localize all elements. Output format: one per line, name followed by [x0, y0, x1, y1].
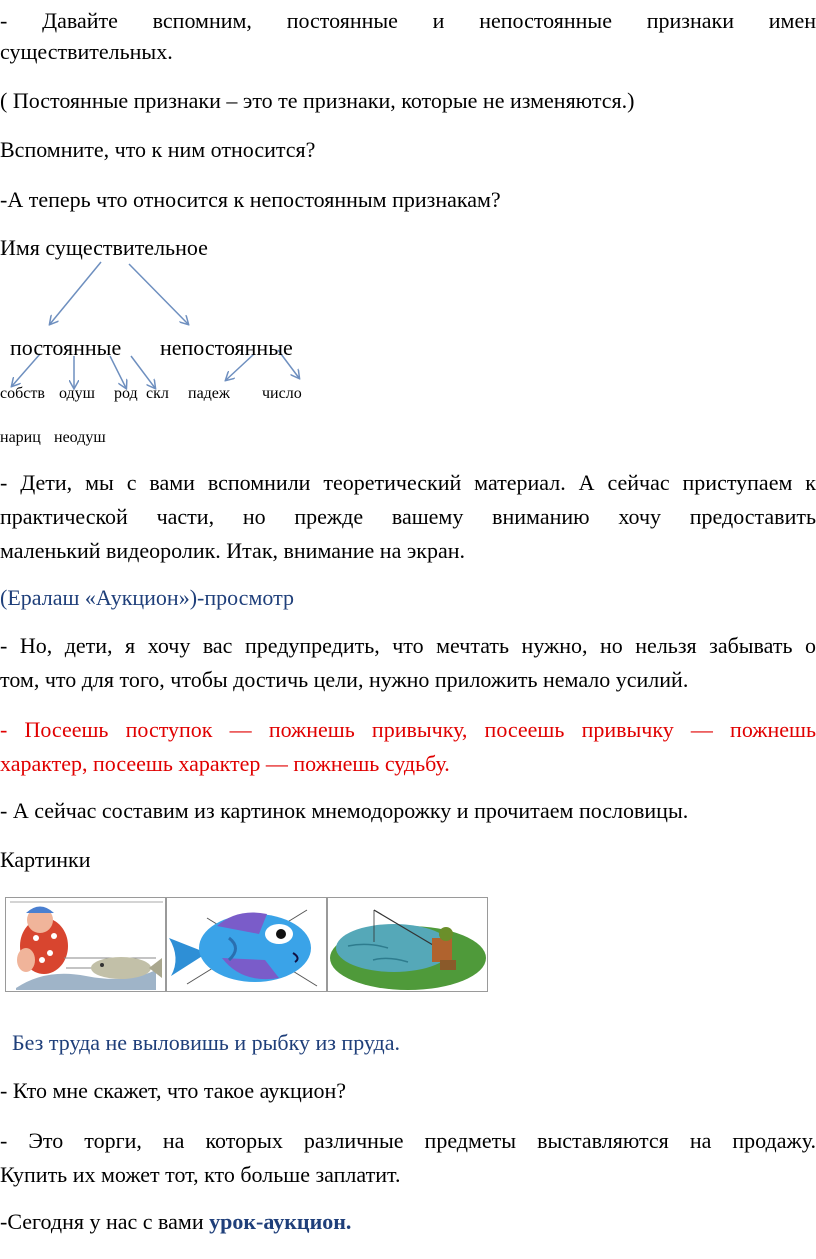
paragraph-4: - Кто мне скажет, что такое аукцион? [0, 1078, 347, 1103]
quote-line-1: - Посеешь поступок — пожнешь привычку, посеешь привычку — пожнешь [0, 717, 816, 742]
quote-line-2: характер, посеешь характер — пожнешь судьбу. [0, 751, 450, 776]
leaf-narits: нариц [0, 429, 41, 446]
leaf-odush: одуш [59, 385, 95, 402]
paragraph-1-line-1: - Дети, мы с вами вспомнили теоретический материал. А сейчас приступаем к [0, 470, 816, 495]
paragraph-6-prefix: -Сегодня у нас с вами [0, 1209, 210, 1234]
paragraph-3: - А сейчас составим из картинок мнемодорожку и прочитаем пословицы. [0, 798, 689, 823]
leaf-rod: род [114, 385, 138, 402]
tree-left-node: постоянные [10, 335, 122, 360]
paragraph-2-line-1: - Но, дети, я хочу вас предупредить, что мечтать нужно, но нельзя забывать о [0, 633, 816, 658]
arrow-root-left [50, 262, 101, 324]
paragraph-1-line-2: практической части, но прежде вашему вниманию хочу предоставить [0, 504, 816, 529]
leaf-padezh: падеж [188, 385, 230, 402]
paragraph-1-line-3: маленький видеоролик. Итак, внимание на экран. [0, 538, 465, 563]
question-constant: Вспомните, что к ним относится? [0, 137, 316, 162]
proverb-text: Без труда не выловишь и рыбку из пруда. [12, 1030, 400, 1055]
arrow-root-right [129, 264, 188, 324]
blue-fish-picture [166, 897, 327, 992]
paragraph-6 [0, 1208, 351, 1236]
paragraph-5-line-1: - Это торги, на которых различные предметы выставляются на продажу. [0, 1128, 816, 1153]
intro-line-2: существительных. [0, 39, 173, 64]
paragraph-5-line-2: Купить их может тот, кто больше заплатит. [0, 1162, 401, 1187]
paragraph-2-line-2: том, что для того, чтобы достичь цели, нужно приложить немало усилий. [0, 667, 689, 692]
definition-text: ( Постоянные признаки – это те признаки, которые не изменяются.) [0, 88, 635, 113]
leaf-skl: скл [146, 385, 169, 402]
intro-line-1: - Давайте вспомним, постоянные и непостоянные признаки имен [0, 8, 816, 33]
question-variable: -А теперь что относится к непостоянным признакам? [0, 187, 501, 212]
leaf-sobstv: собств [0, 385, 45, 402]
tree-root: Имя существительное [0, 235, 208, 260]
angler-at-pond-picture [327, 897, 488, 992]
tree-right-node: непостоянные [160, 335, 293, 360]
pictures-label: Картинки [0, 847, 91, 872]
picture-strip [5, 897, 488, 992]
fisherman-pulling-net-picture [5, 897, 166, 992]
lesson-type: урок-аукцион. [209, 1209, 352, 1234]
leaf-chislo: число [262, 385, 302, 402]
leaf-neodush: неодуш [54, 429, 106, 446]
video-note: (Ералаш «Аукцион»)-просмотр [0, 585, 294, 610]
